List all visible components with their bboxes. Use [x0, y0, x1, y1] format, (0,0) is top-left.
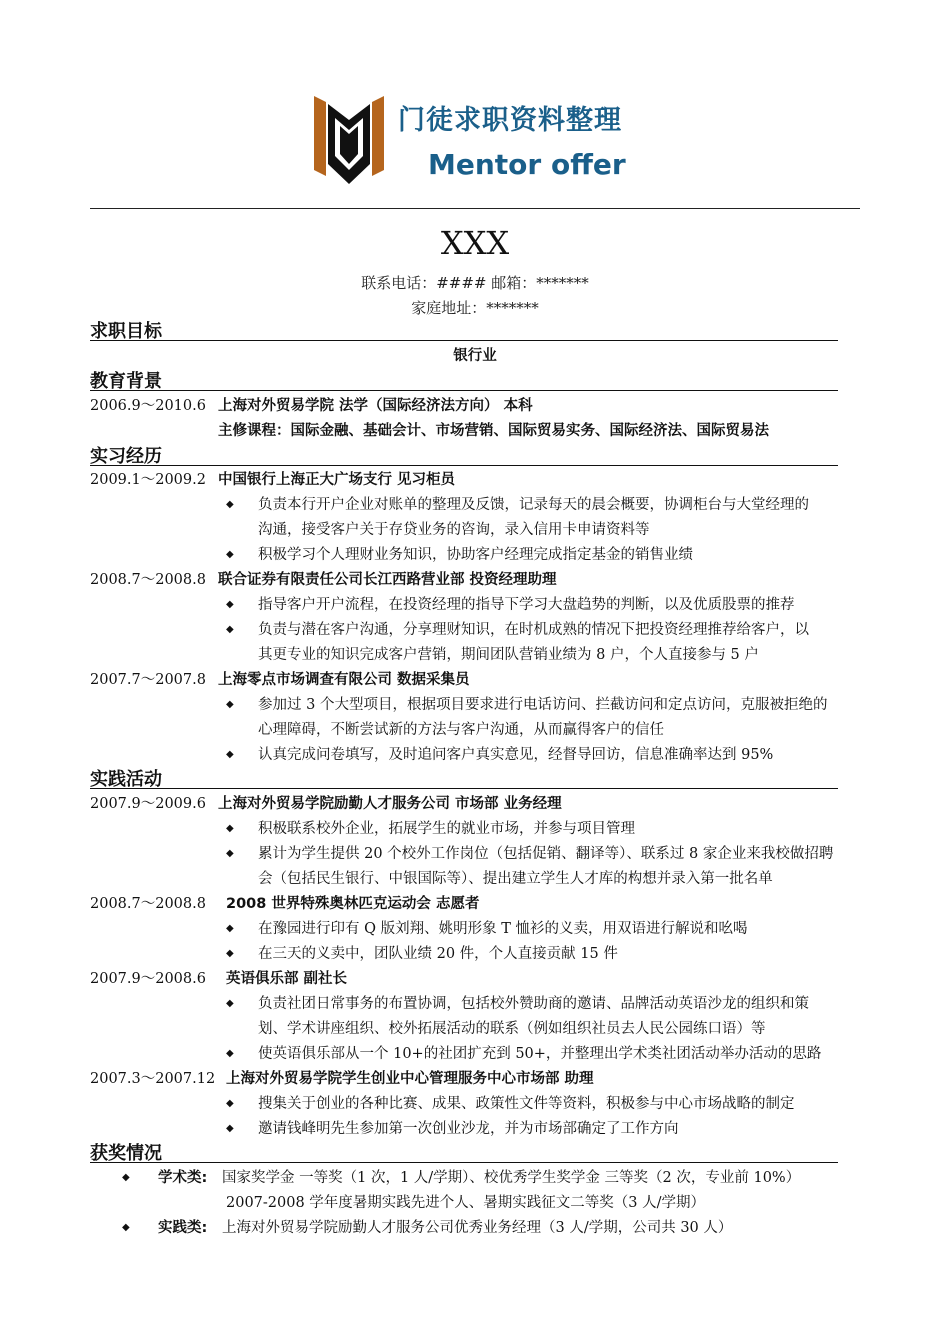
education-date: 2006.9～2010.6	[90, 398, 206, 414]
bullet-text: 使英语俱乐部从一个 10+的社团扩充到 50+，并整理出学术类社团活动举办活动的思路	[258, 1046, 822, 1062]
bullet-text: 负责本行开户企业对账单的整理及反馈，记录每天的晨会概要，协调柜台与大堂经理的	[258, 497, 809, 513]
awards-practice-text: 上海对外贸易学院励勤人才服务公司优秀业务经理（3 人/学期，公司共 30 人）	[222, 1220, 733, 1236]
bullet-text: 搜集关于创业的各种比赛、成果、政策性文件等资料，积极参与中心市场战略的制定	[258, 1096, 795, 1112]
activity-date: 2008.7～2008.8	[90, 896, 206, 912]
bullet-text: 在豫园进行印有 Q 版刘翔、姚明形象 T 恤衫的义卖，用双语进行解说和吆喝	[258, 921, 748, 937]
bullet-text: 邀请钱峰明先生参加第一次创业沙龙，并为市场部确定了工作方向	[258, 1121, 679, 1137]
bullet-icon: ◆	[226, 624, 234, 635]
bullet-icon: ◆	[226, 749, 234, 760]
contact-address: 家庭地址：*******	[411, 299, 539, 317]
section-divider	[90, 390, 838, 391]
bullet-text: 划、学术讲座组织、校外拓展活动的联系（例如组织社员去人民公园练口语）等	[258, 1021, 766, 1037]
bullet-text: 在三天的义卖中，团队业绩 20 件，个人直接贡献 15 件	[258, 946, 618, 962]
bullet-text: 沟通，接受客户关于存贷业务的咨询，录入信用卡申请资料等	[258, 522, 650, 538]
awards-academic-label: 学术类:	[158, 1170, 208, 1186]
education-school: 上海对外贸易学院 法学（国际经济法方向） 本科	[218, 398, 533, 414]
brand-name-en: Mentor offer	[428, 148, 626, 181]
bullet-text: 负责与潜在客户沟通，分享理财知识，在时机成熟的情况下把投资经理推荐给客户，以	[258, 622, 809, 638]
section-divider	[90, 1162, 838, 1163]
bullet-icon: ◆	[226, 699, 234, 710]
section-divider	[90, 788, 838, 789]
internship-date: 2009.1～2009.2	[90, 472, 206, 488]
awards-practice-label: 实践类:	[158, 1220, 208, 1236]
awards-academic-text: 2007-2008 学年度暑期实践先进个人、暑期实践征文二等奖（3 人/学期）	[226, 1195, 706, 1211]
brand-name-cn: 门徒求职资料整理	[398, 105, 622, 136]
activity-heading: 上海对外贸易学院励勤人才服务公司 市场部 业务经理	[218, 796, 562, 812]
section-divider	[90, 465, 838, 466]
bullet-text: 会（包括民生银行、中银国际等）、提出建立学生人才库的构想并录入第一批名单	[258, 871, 773, 887]
bullet-icon: ◆	[226, 998, 234, 1009]
activity-heading: 英语俱乐部 副社长	[226, 971, 348, 987]
bullet-text: 积极联系校外企业，拓展学生的就业市场，并参与项目管理	[258, 821, 635, 837]
bullet-text: 积极学习个人理财业务知识，协助客户经理完成指定基金的销售业绩	[258, 547, 693, 563]
bullet-icon: ◆	[226, 923, 234, 934]
section-title-awards: 获奖情况	[90, 1143, 162, 1164]
bullet-text: 参加过 3 个大型项目，根据项目要求进行电话访问、拦截访问和定点访问，克服被拒绝的	[258, 697, 828, 713]
mentor-logo-icon	[314, 94, 384, 184]
bullet-icon: ◆	[122, 1222, 130, 1233]
bullet-icon: ◆	[226, 1098, 234, 1109]
internship-date: 2008.7～2008.8	[90, 572, 206, 588]
bullet-icon: ◆	[226, 948, 234, 959]
candidate-name: XXX	[440, 224, 510, 262]
bullet-text: 心理障碍，不断尝试新的方法与客户沟通，从而赢得客户的信任	[258, 722, 664, 738]
objective-value: 银行业	[453, 348, 497, 364]
education-courses: 主修课程：国际金融、基础会计、市场营销、国际贸易实务、国际经济法、国际贸易法	[218, 423, 769, 439]
bullet-text: 认真完成问卷填写，及时追问客户真实意见，经督导回访，信息准确率达到 95%	[258, 747, 774, 763]
section-title-objective: 求职目标	[90, 321, 162, 342]
internship-date: 2007.7～2007.8	[90, 672, 206, 688]
bullet-text: 指导客户开户流程，在投资经理的指导下学习大盘趋势的判断，以及优质股票的推荐	[258, 597, 795, 613]
bullet-text: 累计为学生提供 20 个校外工作岗位（包括促销、翻译等）、联系过 8 家企业来我校做招聘	[258, 846, 834, 862]
bullet-icon: ◆	[226, 549, 234, 560]
internship-heading: 联合证券有限责任公司长江西路营业部 投资经理助理	[218, 572, 557, 588]
internship-heading: 中国银行上海正大广场支行 见习柜员	[218, 472, 456, 488]
bullet-icon: ◆	[122, 1172, 130, 1183]
section-title-activities: 实践活动	[90, 769, 162, 790]
header-divider	[90, 208, 860, 209]
bullet-icon: ◆	[226, 599, 234, 610]
contact-phone-email: 联系电话：#### 邮箱：*******	[361, 274, 589, 292]
bullet-text: 负责社团日常事务的布置协调，包括校外赞助商的邀请、品牌活动英语沙龙的组织和策	[258, 996, 809, 1012]
activity-date: 2007.9～2009.6	[90, 796, 206, 812]
bullet-icon: ◆	[226, 823, 234, 834]
bullet-text: 其更专业的知识完成客户营销，期间团队营销业绩为 8 户，个人直接参与 5 户	[258, 647, 759, 663]
section-title-education: 教育背景	[90, 371, 162, 392]
bullet-icon: ◆	[226, 499, 234, 510]
bullet-icon: ◆	[226, 1123, 234, 1134]
activity-heading: 2008 世界特殊奥林匹克运动会 志愿者	[226, 896, 480, 912]
bullet-icon: ◆	[226, 1048, 234, 1059]
section-divider	[90, 340, 838, 341]
awards-academic-text: 国家奖学金 一等奖（1 次，1 人/学期）、校优秀学生奖学金 三等奖（2 次，专业前 10%）	[222, 1170, 801, 1186]
internship-heading: 上海零点市场调查有限公司 数据采集员	[218, 672, 470, 688]
section-title-internships: 实习经历	[90, 446, 162, 467]
activity-date: 2007.9～2008.6	[90, 971, 206, 987]
activity-date: 2007.3～2007.12	[90, 1071, 216, 1087]
bullet-icon: ◆	[226, 848, 234, 859]
activity-heading: 上海对外贸易学院学生创业中心管理服务中心市场部 助理	[226, 1071, 594, 1087]
